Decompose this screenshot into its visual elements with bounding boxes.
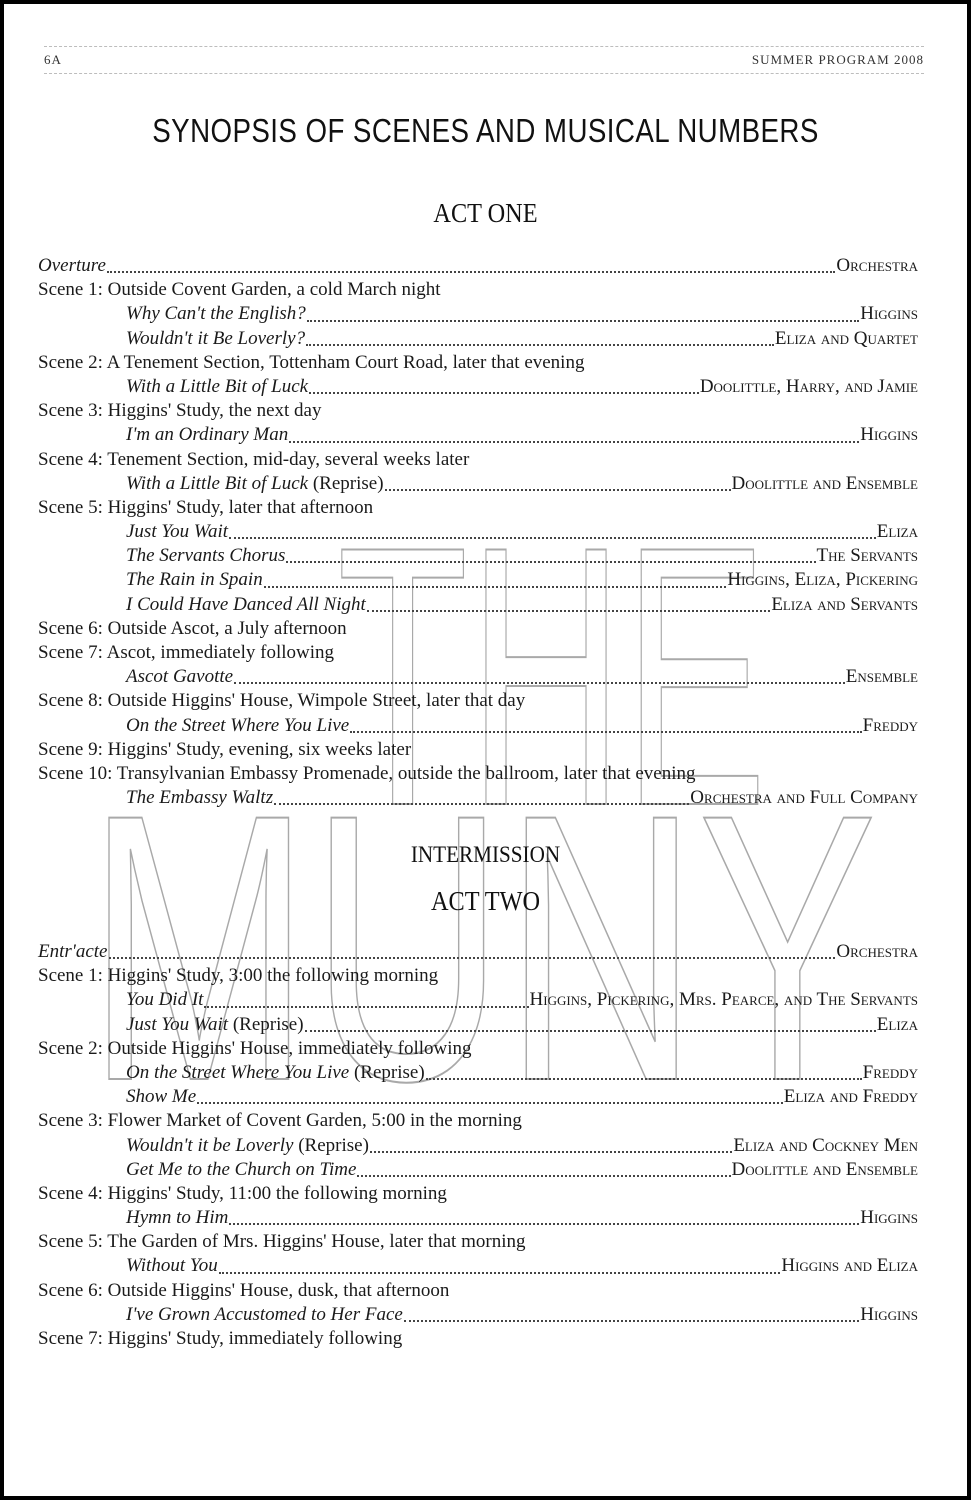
number-label (126, 472, 384, 496)
dot-leader (229, 1223, 859, 1225)
dot-leader (204, 1006, 528, 1008)
musical-number (38, 1206, 918, 1230)
act-one-heading: ACT ONE (433, 198, 538, 228)
reprise-note: (Reprise) (349, 1061, 425, 1083)
number-label (126, 302, 306, 326)
musical-number (38, 472, 918, 496)
number-label (38, 940, 108, 964)
scene-text: Scene 4: Higgins' Study, 11:00 the following morning (38, 1182, 447, 1204)
scene-heading (38, 496, 918, 520)
number-label (126, 1134, 369, 1158)
performer: Doolittle and Ensemble (731, 1158, 918, 1180)
reprise-note: (Reprise) (293, 1134, 369, 1156)
number-label (126, 520, 228, 544)
dot-leader (306, 344, 774, 346)
musical-number (38, 423, 918, 447)
scene-heading (38, 738, 918, 762)
number-title: Just You Wait (126, 521, 229, 543)
scene-heading (38, 399, 918, 423)
dot-leader (109, 957, 836, 959)
program-page (4, 4, 967, 1496)
number-title: I Could Have Danced All Night (126, 593, 366, 615)
musical-number (38, 1254, 918, 1278)
performer: Eliza and Servants (771, 593, 918, 615)
scene-text: Scene 2: Outside Higgins' House, immediately following (38, 1037, 472, 1059)
musical-number (38, 327, 918, 351)
scene-text: Scene 3: Flower Market of Covent Garden, 5:00 in the morning (38, 1110, 522, 1132)
number-label (126, 1303, 403, 1327)
reprise-note: (Reprise) (308, 472, 384, 494)
number-label (126, 327, 305, 351)
scene-text: Scene 6: Outside Higgins' House, dusk, that afternoon (38, 1279, 450, 1301)
performer: Doolittle and Ensemble (731, 472, 918, 494)
scene-heading (38, 641, 918, 665)
musical-number (38, 665, 918, 689)
number-title: On the Street Where You Live (126, 714, 350, 736)
scene-text: Scene 3: Higgins' Study, the next day (38, 400, 322, 422)
number-title: Ascot Gavotte (126, 666, 234, 688)
dot-leader (219, 1272, 781, 1274)
dot-leader (289, 441, 859, 443)
scene-text: Scene 1: Higgins' Study, 3:00 the following morning (38, 965, 439, 987)
scene-heading (38, 1182, 918, 1206)
number-label (126, 1158, 356, 1182)
scene-text: Scene 5: Higgins' Study, later that afternoon (38, 496, 374, 518)
performer: Higgins and Eliza (781, 1255, 918, 1277)
musical-number (38, 568, 918, 592)
scene-heading (38, 1327, 918, 1351)
number-title: Wouldn't it be Loverly (126, 1134, 294, 1156)
number-label (126, 786, 273, 810)
number-label (126, 593, 366, 617)
dot-leader (286, 561, 815, 563)
performer: Ensemble (845, 666, 918, 688)
musical-number (38, 988, 918, 1012)
number-label (126, 1206, 228, 1230)
number-title: With a Little Bit of Luck (126, 375, 309, 397)
number-title: With a Little Bit of Luck (126, 472, 309, 494)
scene-heading (38, 1037, 918, 1061)
number-title: Wouldn't it Be Loverly? (126, 327, 306, 349)
performer: Higgins, Pickering, Mrs. Pearce, and The Servants (529, 989, 918, 1011)
number-title: I'm an Ordinary Man (126, 424, 289, 446)
performer: Orchestra (836, 941, 918, 962)
musical-number (38, 1061, 918, 1085)
number-title: The Servants Chorus (126, 545, 286, 567)
number-label (126, 1254, 218, 1278)
scene-heading (38, 448, 918, 472)
number-title: Overture (38, 255, 106, 276)
scene-text: Scene 9: Higgins' Study, evening, six weeks later (38, 738, 412, 760)
dot-leader (234, 682, 845, 684)
watermark-line-muny: MUNY (87, 735, 877, 1160)
scene-heading (38, 1230, 918, 1254)
scene-text: Scene 7: Ascot, immediately following (38, 642, 335, 663)
number-title: Why Can't the English? (126, 303, 306, 325)
performer: Orchestra (836, 255, 918, 276)
dot-leader (264, 586, 727, 588)
dot-leader (197, 1102, 783, 1104)
performer: Orchestra and Full Company (690, 787, 918, 809)
scene-text: Scene 2: A Tenement Section, Tottenham Court Road, later that evening (38, 351, 585, 373)
dot-leader (309, 392, 699, 394)
number-label (126, 1061, 425, 1085)
performer: Eliza and Quartet (774, 327, 918, 349)
dot-leader (367, 610, 771, 612)
number-title: You Did It (126, 989, 204, 1011)
act-two-heading: ACT TWO (430, 886, 541, 916)
musical-number (38, 375, 918, 399)
number-label (126, 375, 308, 399)
scene-heading (38, 1109, 918, 1133)
scene-text: Scene 4: Tenement Section, mid-day, several weeks later (38, 448, 470, 470)
scene-heading (38, 689, 918, 713)
musical-number (38, 302, 918, 326)
running-header (44, 46, 924, 74)
performer: Eliza (876, 1013, 918, 1035)
dot-leader (229, 537, 876, 539)
dot-leader (107, 271, 835, 273)
performer: Eliza and Freddy (783, 1086, 918, 1108)
dot-leader (357, 1175, 730, 1177)
performer: Eliza (876, 521, 918, 543)
scene-text: Scene 6: Outside Ascot, a July afternoon (38, 617, 347, 639)
scene-heading (38, 617, 918, 641)
performer: Higgins (860, 424, 918, 446)
number-title: Show Me (126, 1086, 197, 1108)
number-title: Entr'acte (38, 941, 108, 962)
musical-number (38, 1158, 918, 1182)
number-label (126, 988, 203, 1012)
scene-heading (38, 278, 918, 302)
number-title: Just You Wait (126, 1013, 229, 1035)
performer: Higgins (860, 1207, 918, 1229)
reprise-note: (Reprise) (228, 1013, 304, 1035)
performer: Higgins (860, 303, 918, 325)
scene-heading (38, 351, 918, 375)
number-label (126, 1013, 304, 1037)
scene-heading (38, 1279, 918, 1303)
act-one-list (38, 254, 918, 810)
dot-leader (385, 489, 731, 491)
publication-name: SUMMER PROGRAM 2008 (751, 52, 924, 67)
number-title: Without You (126, 1255, 218, 1277)
performer: Higgins, Eliza, Pickering (727, 569, 918, 591)
number-label (126, 568, 263, 592)
act-two-list (38, 940, 918, 1351)
dot-leader (274, 803, 689, 805)
number-label (126, 665, 233, 689)
performer: Doolittle, Harry, and Jamie (699, 375, 918, 397)
watermark-line-the: THE (337, 470, 767, 883)
intermission-label: INTERMISSION (410, 842, 561, 867)
number-title: Get Me to the Church on Time (126, 1158, 357, 1180)
scene-text: Scene 1: Outside Covent Garden, a cold March night (38, 279, 441, 301)
scene-text: Scene 10: Transylvanian Embassy Promenade, outside the ballroom, later that evening (38, 762, 696, 784)
number-title: Hymn to Him (126, 1207, 229, 1229)
number-label (126, 714, 349, 738)
dot-leader (426, 1078, 862, 1080)
musical-number (38, 1134, 918, 1158)
scene-text: Scene 7: Higgins' Study, immediately following (38, 1328, 403, 1349)
dot-leader (350, 731, 861, 733)
number-label (126, 1085, 196, 1109)
dot-leader (404, 1320, 859, 1322)
dot-leader (305, 1030, 876, 1032)
page-title: SYNOPSIS OF SCENES AND MUSICAL NUMBERS (152, 112, 819, 149)
musical-number (38, 593, 918, 617)
musical-number (38, 1013, 918, 1037)
musical-number (38, 714, 918, 738)
performer: Eliza and Cockney Men (733, 1134, 918, 1156)
scene-heading (38, 964, 918, 988)
musical-number (38, 544, 918, 568)
musical-number (38, 520, 918, 544)
musical-number (38, 786, 918, 810)
performer: Freddy (862, 714, 918, 736)
performer: Higgins (860, 1303, 918, 1325)
page-number: 6A (44, 52, 62, 67)
scene-text: Scene 8: Outside Higgins' House, Wimpole Street, later that day (38, 690, 526, 712)
number-title: The Embassy Waltz (126, 787, 274, 809)
overture-entry (38, 254, 918, 278)
number-label (126, 423, 288, 447)
scene-text: Scene 5: The Garden of Mrs. Higgins' House, later that morning (38, 1231, 526, 1253)
musical-number (38, 1303, 918, 1327)
overture-entry (38, 940, 918, 964)
number-title: The Rain in Spain (126, 569, 263, 591)
dot-leader (307, 320, 859, 322)
number-label (126, 544, 285, 568)
performer: The Servants (816, 545, 918, 567)
number-label (38, 254, 106, 278)
number-title: I've Grown Accustomed to Her Face (126, 1303, 403, 1325)
performer: Freddy (862, 1061, 918, 1083)
dot-leader (370, 1151, 732, 1153)
number-title: On the Street Where You Live (126, 1061, 350, 1083)
scene-heading (38, 762, 918, 786)
musical-number (38, 1085, 918, 1109)
